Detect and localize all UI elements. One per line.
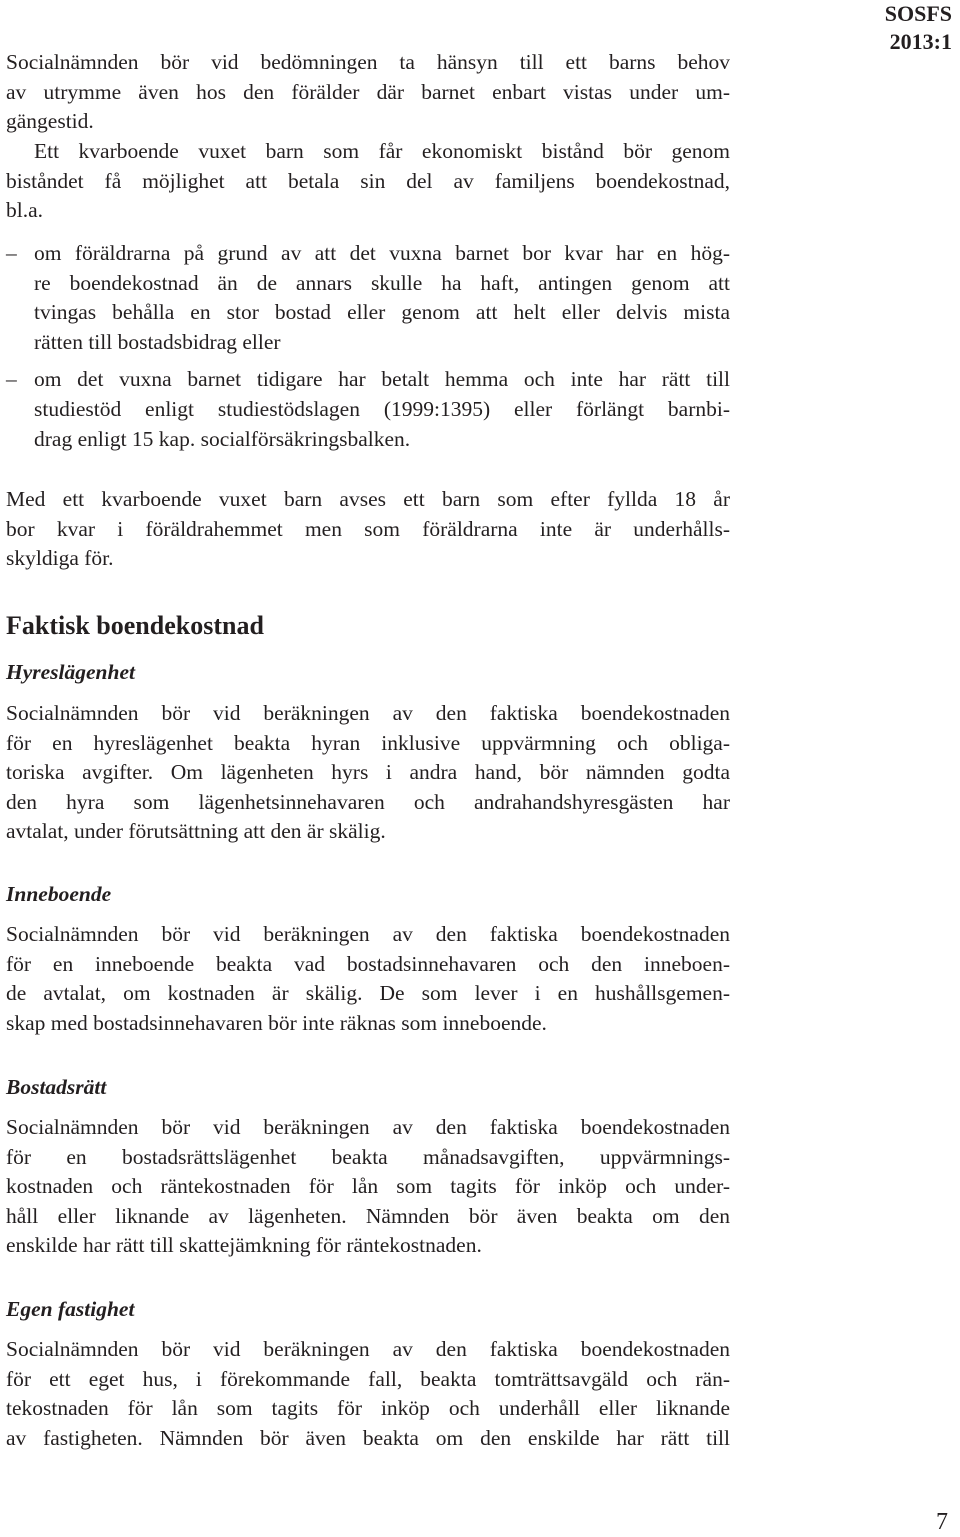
subheading-egen-fastighet: Egen fastighet: [6, 1297, 135, 1321]
series-label: SOSFS: [884, 1, 952, 26]
text-line: Socialnämnden bör vid beräkningen av den faktiska boendekostnaden: [6, 1337, 730, 1361]
text-line: Med ett kvarboende vuxet barn avses ett barn som efter fyllda 18 år: [6, 487, 730, 511]
dash-marker: –: [6, 241, 17, 265]
subheading-bostadsratt: Bostadsrätt: [6, 1075, 107, 1099]
text-line: den hyra som lägenhetsinnehavaren och andrahandshyresgästen har: [6, 789, 730, 814]
text-line: drag enligt 15 kap. socialförsäkringsbalken.: [34, 426, 411, 451]
text-line: bor kvar i föräldrahemmet men som föräldrarna inte är underhålls-: [6, 516, 730, 541]
intro-paragraph: [6, 48, 730, 137]
text-line: kostnaden och räntekostnaden för lån som tagits för inköp och under-: [6, 1174, 730, 1199]
text-line: skyldiga för.: [6, 546, 114, 571]
text-line: avtalat, under förutsättning att den är skälig.: [6, 819, 386, 844]
text-line: Ett kvarboende vuxet barn som får ekonomiskt bistånd bör genom: [34, 139, 730, 163]
paragraph-inneboende: [6, 920, 730, 1038]
text-line: för en inneboende beakta vad bostadsinnehavaren och den inneboen-: [6, 951, 730, 976]
subheading-hyreslagenhet: Hyreslägenhet: [6, 660, 135, 684]
dash-list: [6, 239, 730, 454]
series-number: 2013:1: [889, 29, 952, 54]
section-heading: Faktisk boendekostnad: [6, 611, 264, 640]
subheading-inneboende: Inneboende: [6, 882, 112, 906]
paragraph-bostadsratt: [6, 1113, 730, 1261]
text-line: rätten till bostadsbidrag eller: [34, 329, 281, 354]
paragraph-egen-fastighet: [6, 1335, 730, 1453]
list-item: [6, 239, 730, 357]
page-number: 7: [936, 1509, 948, 1535]
text-line: Socialnämnden bör vid beräkningen av den faktiska boendekostnaden: [6, 1115, 730, 1139]
text-line: Socialnämnden bör vid beräkningen av den faktiska boendekostnaden: [6, 701, 730, 725]
support-paragraph: [6, 137, 730, 226]
list-item: [6, 365, 730, 454]
text-line: för en hyreslägenhet beakta hyran inklusive uppvärmning och obliga-: [6, 730, 730, 755]
paragraph-hyreslagenhet: [6, 699, 730, 847]
text-line: studiestöd enligt studiestödslagen (1999:1395) eller förlängt barnbi-: [34, 396, 730, 421]
text-line: av utrymme även hos den förälder där barnet enbart vistas under um-: [6, 79, 730, 104]
text-line: för ett eget hus, i förekommande fall, beakta tomträttsavgäld och rän-: [6, 1366, 730, 1391]
text-line: Socialnämnden bör vid beräkningen av den faktiska boendekostnaden: [6, 922, 730, 946]
text-line: de avtalat, om kostnaden är skälig. De som lever i en hushållsgemen-: [6, 981, 730, 1006]
dash-marker: –: [6, 367, 17, 392]
definition-paragraph: [6, 485, 730, 574]
text-line: tvingas behålla en stor bostad eller genom att helt eller delvis mista: [34, 300, 730, 325]
text-line: gängestid.: [6, 109, 94, 134]
document-id: [885, 0, 952, 56]
text-line: om föräldrarna på grund av att det vuxna barnet bor kvar har en hög-: [34, 241, 730, 265]
text-line: biståndet få möjlighet att betala sin del av familjens boendekostnad,: [6, 168, 730, 193]
text-line: av fastigheten. Nämnden bör även beakta om den enskilde har rätt till: [6, 1425, 730, 1450]
text-line: re boendekostnad än de annars skulle ha haft, antingen genom att: [34, 270, 730, 295]
text-line: Socialnämnden bör vid bedömningen ta hänsyn till ett barns behov: [6, 50, 730, 74]
text-line: toriska avgifter. Om lägenheten hyrs i andra hand, bör nämnden godta: [6, 760, 730, 785]
text-line: enskilde har rätt till skattejämkning för räntekostnaden.: [6, 1233, 482, 1258]
text-line: för en bostadsrättslägenhet beakta månadsavgiften, uppvärmnings-: [6, 1144, 730, 1169]
text-line: skap med bostadsinnehavaren bör inte räknas som inneboende.: [6, 1010, 547, 1035]
text-line: tekostnaden för lån som tagits för inköp och underhåll eller liknande: [6, 1396, 730, 1421]
text-line: bl.a.: [6, 198, 44, 223]
text-line: om det vuxna barnet tidigare har betalt hemma och inte har rätt till: [34, 367, 730, 392]
text-line: håll eller liknande av lägenheten. Nämnden bör även beakta om den: [6, 1203, 730, 1228]
